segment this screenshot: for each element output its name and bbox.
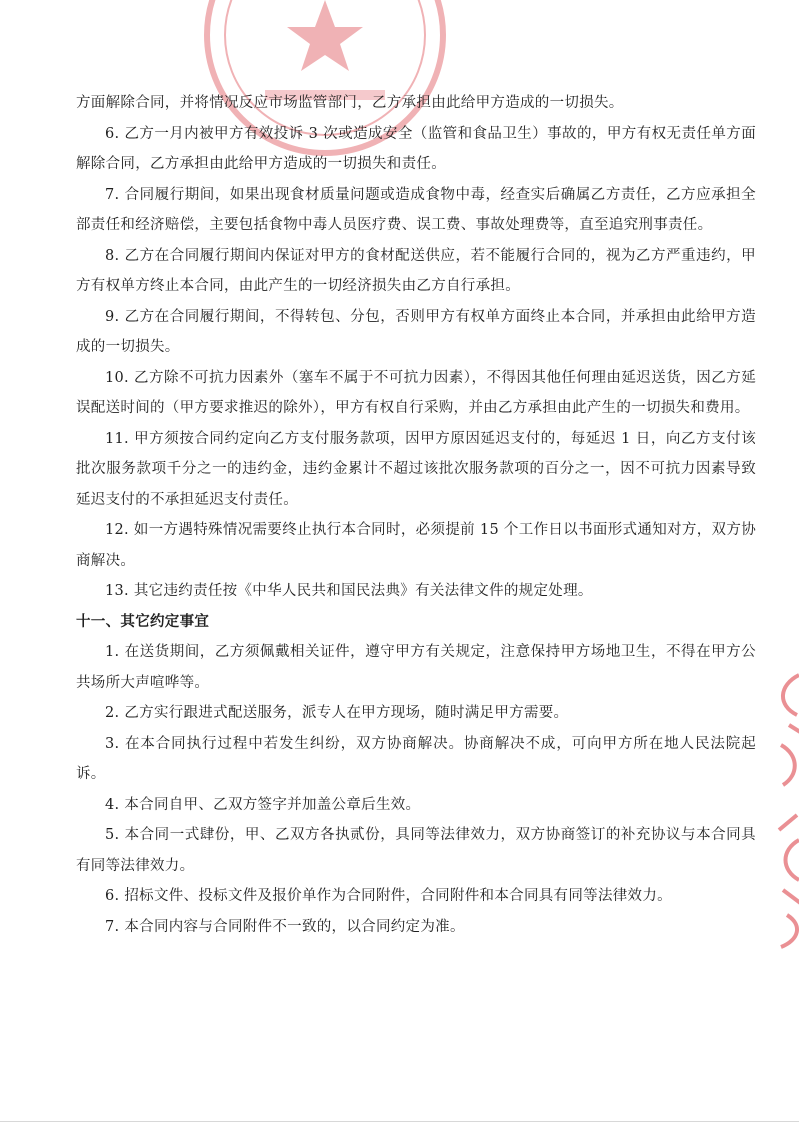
clause-6: 6. 乙方一月内被甲方有效投诉 3 次或造成安全（监管和食品卫生）事故的，甲方有权无责任单方面解除合同，乙方承担由此给甲方造成的一切损失和责任。	[76, 125, 756, 172]
clause-12: 12. 如一方遇特殊情况需要终止执行本合同时，必须提前 15 个工作日以书面形式通知对方，双方协商解决。	[76, 522, 756, 569]
clause-7: 7. 合同履行期间，如果出现食材质量问题或造成食物中毒，经查实后确属乙方责任，乙方应承担全部责任和经济赔偿，主要包括食物中毒人员医疗费、误工费、事故处理费等，直至追究刑事责任。	[76, 186, 756, 233]
section-heading-11: 十一、其它约定事宜	[76, 613, 210, 630]
clause-9: 9. 乙方在合同履行期间，不得转包、分包，否则甲方有权单方面终止本合同，并承担由此给甲方造成的一切损失。	[76, 308, 756, 355]
agreement-item-1: 1. 在送货期间，乙方须佩戴相关证件，遵守甲方有关规定，注意保持甲方场地卫生，不得在甲方公共场所大声喧哗等。	[76, 644, 756, 691]
agreement-item-5: 5. 本合同一式肆份，甲、乙双方各执贰份，具同等法律效力，双方协商签订的补充协议与本合同具有同等法律效力。	[76, 827, 756, 874]
agreement-item-6: 6. 招标文件、投标文件及报价单作为合同附件，合同附件和本合同具有同等法律效力。	[105, 888, 672, 904]
clause-8: 8. 乙方在合同履行期间内保证对甲方的食材配送供应，若不能履行合同的，视为乙方严重违约，甲方有权单方终止本合同，由此产生的一切经济损失由乙方自行承担。	[76, 247, 756, 294]
agreement-item-4: 4. 本合同自甲、乙双方签字并加盖公章后生效。	[105, 796, 421, 813]
side-stamp-icon	[769, 665, 799, 955]
contract-body	[76, 88, 756, 942]
agreement-item-7: 7. 本合同内容与合同附件不一致的，以合同约定为准。	[105, 918, 465, 935]
paragraph-continuation: 方面解除合同，并将情况反应市场监管部门，乙方承担由此给甲方造成的一切损失。	[76, 95, 624, 111]
page-bottom-divider	[0, 1121, 799, 1122]
clause-10: 10. 乙方除不可抗力因素外（塞车不属于不可抗力因素），不得因其他任何理由延迟送货，因乙方延误配送时间的（甲方要求推迟的除外），甲方有权自行采购，并由乙方承担由此产生的一切损失和费用。	[76, 369, 756, 416]
clause-13: 13. 其它违约责任按《中华人民共和国民法典》有关法律文件的规定处理。	[105, 583, 593, 599]
clause-11: 11. 甲方须按合同约定向乙方支付服务款项，因甲方原因延迟支付的，每延迟 1 日，向乙方支付该批次服务款项千分之一的违约金，违约金累计不超过该批次服务款项的百分之一，因不可抗力因素导致延迟支付的不承担延迟支付责任。	[76, 430, 756, 508]
agreement-item-3: 3. 在本合同执行过程中若发生纠纷，双方协商解决。协商解决不成，可向甲方所在地人民法院起诉。	[76, 735, 756, 782]
agreement-item-2: 2. 乙方实行跟进式配送服务，派专人在甲方现场，随时满足甲方需要。	[105, 705, 569, 721]
